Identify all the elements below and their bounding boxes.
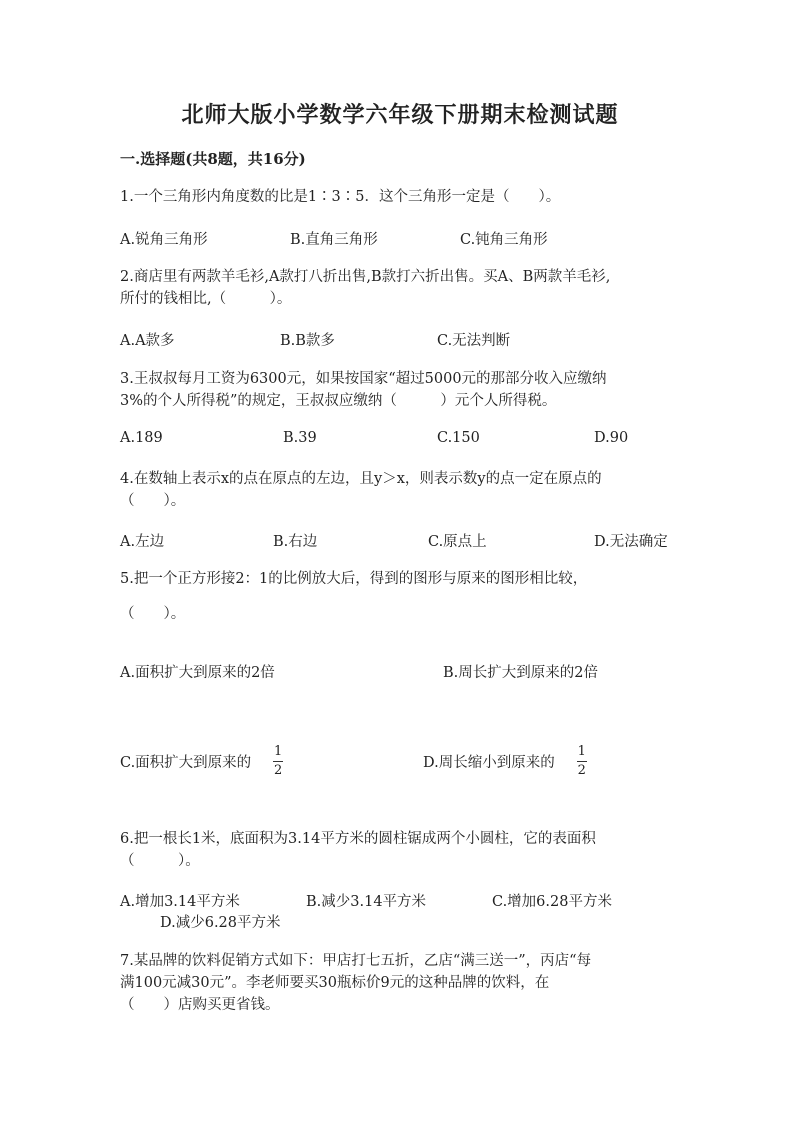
question-5-option-b[interactable]: B.周长扩大到原来的2倍 [443,665,598,681]
question-5-option-c-label: C.面积扩大到原来的 [120,755,252,771]
question-2-text-line-1: 2.商店里有两款羊毛衫,A款打八折出售,B款打六折出售。买A、B两款羊毛衫, [120,269,611,285]
fraction-denominator: 2 [274,763,283,778]
question-3-option-d[interactable]: D.90 [594,430,629,446]
question-2-option-c[interactable]: C.无法判断 [437,333,511,349]
section-heading: 一.选择题(共8题，共16分) [120,150,306,168]
question-1-option-b[interactable]: B.直角三角形 [290,232,378,248]
question-4-option-d[interactable]: D.无法确定 [594,534,668,550]
fraction-numerator: 1 [577,744,586,759]
fraction-denominator: 2 [577,763,586,778]
question-5-option-d[interactable] [423,745,587,778]
question-3-text-line-1: 3.王叔叔每月工资为6300元，如果按国家“超过5000元的那部分收入应缴纳 [120,371,607,387]
question-6-option-c[interactable]: C.增加6.28平方米 [492,894,612,910]
fraction-one-half [273,745,283,778]
question-2-text-line-2: 所付的钱相比,（ ）。 [120,291,292,307]
question-4-text-line-1: 4.在数轴上表示x的点在原点的左边，且y＞x，则表示数y的点一定在原点的 [120,471,602,487]
question-7-text-line-2: 满100元减30元”。李老师要买30瓶标价9元的这种品牌的饮料，在 [120,975,550,991]
question-5-option-a[interactable]: A.面积扩大到原来的2倍 [120,665,275,681]
question-5-option-c[interactable] [120,745,283,778]
question-6-text-line-2: （ ）。 [120,853,200,869]
question-6-option-a[interactable]: A.增加3.14平方米 [120,894,240,910]
question-5-option-d-label: D.周长缩小到原来的 [423,755,555,771]
fraction-bar [577,761,587,762]
question-5-text-line-1: 5.把一个正方形接2：1的比例放大后，得到的图形与原来的图形相比较， [120,571,588,587]
question-4-option-a[interactable]: A.左边 [120,534,165,550]
fraction-numerator: 1 [274,744,283,759]
question-4-option-b[interactable]: B.右边 [273,534,318,550]
question-2-option-a[interactable]: A.A款多 [120,333,175,349]
question-3-option-a[interactable]: A.189 [120,430,163,446]
question-1-text: 1.一个三角形内角度数的比是1∶3∶5．这个三角形一定是（ ）。 [120,189,561,205]
question-2-option-b[interactable]: B.B款多 [280,333,335,349]
question-1-option-a[interactable]: A.锐角三角形 [120,232,208,248]
fraction-one-half [577,745,587,778]
question-6-option-d[interactable]: D.减少6.28平方米 [160,915,281,931]
question-5-text-line-2: （ ）。 [120,606,186,622]
question-4-option-c[interactable]: C.原点上 [428,534,487,550]
question-3-option-b[interactable]: B.39 [283,430,317,446]
fraction-bar [273,761,283,762]
question-6-text-line-1: 6.把一根长1米，底面积为3.14平方米的圆柱锯成两个小圆柱，它的表面积 [120,831,596,847]
page-title: 北师大版小学数学六年级下册期末检测试题 [181,102,619,128]
question-1-option-c[interactable]: C.钝角三角形 [460,232,548,248]
question-3-text-line-2: 3%的个人所得税”的规定，王叔叔应缴纳（ ）元个人所得税。 [120,393,557,409]
question-7-text-line-1: 7.某品牌的饮料促销方式如下：甲店打七五折，乙店“满三送一”，丙店“每 [120,953,592,969]
question-3-option-c[interactable]: C.150 [437,430,480,446]
question-7-text-line-3: （ ）店购买更省钱。 [120,997,280,1013]
question-4-text-line-2: （ ）。 [120,493,186,509]
question-6-option-b[interactable]: B.减少3.14平方米 [306,894,427,910]
